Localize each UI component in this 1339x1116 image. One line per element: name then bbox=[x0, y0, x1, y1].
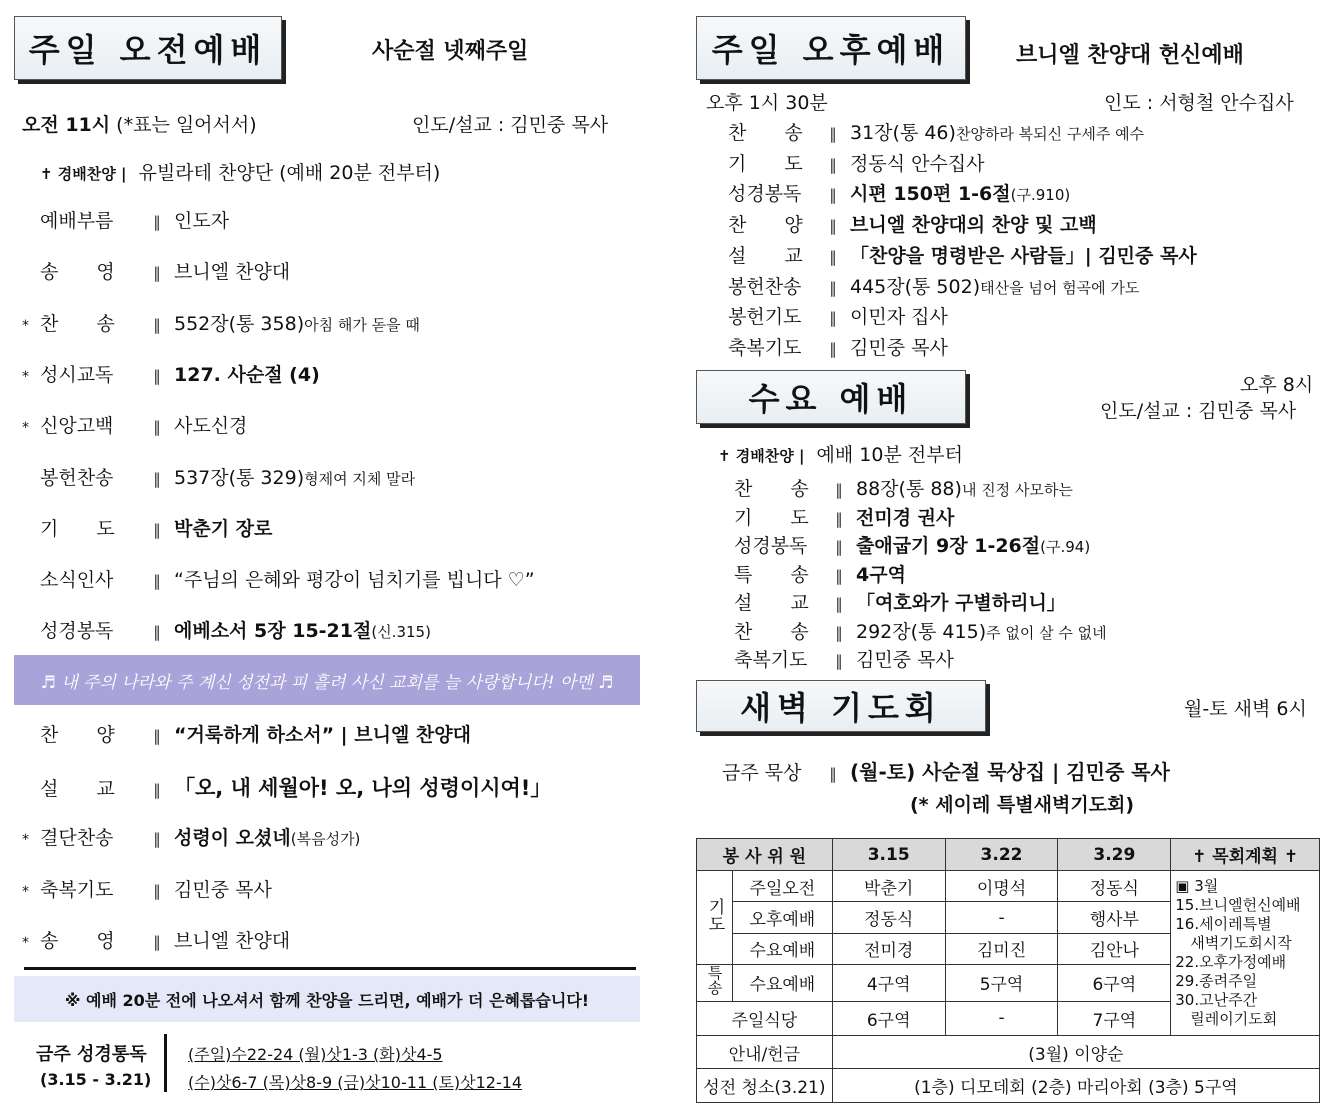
wednesday-title: 수요 예배 bbox=[696, 370, 966, 424]
separator: ‖ bbox=[829, 125, 837, 143]
dawn-note: (* 세이레 특별새벽기도회) bbox=[910, 794, 1135, 816]
separator: ‖ bbox=[829, 155, 837, 174]
separator: ‖ bbox=[835, 623, 843, 642]
separator: ‖ bbox=[153, 213, 161, 231]
order-item-note: (구.94) bbox=[1040, 538, 1091, 556]
order-item bbox=[734, 617, 1107, 644]
morning-note: (*표는 일어서서) bbox=[116, 114, 257, 136]
order-item bbox=[728, 179, 1070, 206]
separator: ‖ bbox=[835, 538, 843, 556]
order-item-value: 인도자 bbox=[174, 210, 230, 232]
order-item-label: 기 도 bbox=[40, 517, 115, 540]
morning-subtitle: 사순절 넷째주일 bbox=[372, 39, 529, 64]
order-item-label: 기 도 bbox=[734, 506, 809, 529]
table-header-servants: 봉 사 위 원 bbox=[697, 839, 833, 871]
table-row-label: 오후예배 bbox=[732, 902, 832, 933]
order-item-value: 김민중 목사 bbox=[850, 336, 948, 359]
order-item-label: 찬 양 bbox=[40, 724, 115, 746]
order-item-label: 축복기도 bbox=[40, 878, 114, 901]
dawn-value: (월-토) 사순절 묵상집 | 김민중 목사 bbox=[850, 760, 1170, 784]
morning-leader: 인도/설교 : 김민중 목사 bbox=[412, 114, 609, 136]
order-item bbox=[22, 309, 420, 336]
order-item-value: “거룩하게 하소서” | 브니엘 찬양대 bbox=[174, 724, 471, 746]
order-item-label: 축복기도 bbox=[734, 649, 808, 671]
table-cell: 5구역 bbox=[945, 965, 1058, 1001]
wednesday-prelude-label: ✝ 경배찬양 | bbox=[718, 447, 805, 465]
table-row-label: 주일오전 bbox=[732, 871, 832, 902]
table-row-label: 수요예배 bbox=[732, 933, 832, 964]
order-item-label: 설 교 bbox=[734, 592, 809, 614]
table-cell: 6구역 bbox=[1058, 965, 1171, 1001]
order-item bbox=[22, 411, 247, 438]
order-item-note: 내 진정 사모하는 bbox=[961, 481, 1073, 499]
order-item-label: 찬 송 bbox=[734, 620, 809, 643]
plan-item: 29.종려주일 bbox=[1175, 972, 1258, 990]
separator: ‖ bbox=[835, 509, 843, 528]
table-cell: 박춘기 bbox=[832, 871, 945, 902]
order-item-label: 소식인사 bbox=[40, 569, 114, 592]
order-item-note: 찬양하라 복되신 구세주 예수 bbox=[955, 125, 1145, 143]
standing-mark: * bbox=[22, 420, 29, 437]
order-item bbox=[22, 926, 290, 953]
order-item-note: 아침 해가 돋을 때 bbox=[304, 315, 420, 334]
order-item bbox=[728, 118, 1144, 145]
order-item bbox=[728, 333, 948, 360]
order-item bbox=[728, 272, 1139, 299]
morning-time-line bbox=[22, 110, 257, 137]
separator: ‖ bbox=[829, 765, 837, 783]
table-cell: 김안나 bbox=[1058, 933, 1171, 964]
plan-item: 22.오후가정예배 bbox=[1175, 953, 1287, 971]
separator: ‖ bbox=[153, 780, 161, 799]
table-cell: 7구역 bbox=[1058, 1001, 1171, 1035]
table-cell: - bbox=[945, 1001, 1058, 1035]
morning-prelude-label: ✝ 경배찬양 | bbox=[40, 165, 127, 183]
order-item-label: 성경봉독 bbox=[40, 620, 114, 643]
wednesday-time: 오후 8시 bbox=[1240, 374, 1314, 396]
morning-band: ♬ 내 주의 나라와 주 계신 성전과 피 흘려 사신 교회를 늘 사랑합니다! 아멘 ♬ bbox=[14, 655, 640, 705]
morning-prelude-value: 유빌라테 찬양단 (예배 20분 전부터) bbox=[138, 162, 441, 184]
order-item bbox=[734, 645, 954, 672]
separator: ‖ bbox=[829, 309, 837, 328]
order-item-label: 성시교독 bbox=[40, 363, 114, 386]
order-item-label: 축복기도 bbox=[728, 336, 802, 359]
bible-divider bbox=[164, 1034, 167, 1092]
order-item-label: 송 영 bbox=[40, 930, 115, 952]
order-item-value: 4구역 bbox=[856, 563, 906, 586]
standing-mark: * bbox=[22, 368, 29, 385]
separator: ‖ bbox=[153, 623, 161, 642]
table-cell: 4구역 bbox=[832, 965, 945, 1001]
prayer-group-text: 기도 bbox=[704, 898, 725, 933]
cleaning-label: 성전 청소(3.21) bbox=[697, 1069, 833, 1103]
order-item bbox=[734, 474, 1073, 501]
order-item-label: 기 도 bbox=[728, 152, 803, 175]
afternoon-title: 주일 오후예배 bbox=[696, 16, 966, 80]
table-cell: 6구역 bbox=[832, 1001, 945, 1035]
order-item-value: 김민중 목사 bbox=[856, 649, 954, 671]
table-cell: 행사부 bbox=[1058, 902, 1171, 933]
order-item-value: 127. 사순절 (4) bbox=[174, 363, 320, 386]
plan-cell bbox=[1171, 871, 1320, 1036]
table-row-label: 주일식당 bbox=[697, 1001, 833, 1035]
standing-mark: * bbox=[22, 317, 29, 334]
dawn-label: 금주 묵상 bbox=[722, 762, 802, 784]
order-item-label: 찬 송 bbox=[728, 122, 803, 144]
order-item bbox=[734, 531, 1090, 558]
order-item-label: 예배부름 bbox=[40, 210, 114, 232]
separator: ‖ bbox=[153, 469, 161, 488]
wednesday-leader: 인도/설교 : 김민중 목사 bbox=[1100, 400, 1297, 422]
order-item bbox=[728, 302, 948, 329]
order-item-note: (구.910) bbox=[1010, 186, 1071, 205]
order-item-value: 김민중 목사 bbox=[174, 878, 272, 901]
order-item-value: 「오, 내 세월아! 오, 나의 성령이시여!」 bbox=[174, 775, 552, 800]
morning-title: 주일 오전예배 bbox=[14, 16, 282, 80]
dawn-time: 월-토 새벽 6시 bbox=[1184, 698, 1307, 720]
guide-value: (3월) 이양순 bbox=[832, 1036, 1319, 1069]
order-item bbox=[22, 360, 320, 387]
morning-time: 오전 11시 bbox=[22, 114, 111, 136]
order-item bbox=[22, 616, 431, 643]
order-item-note: (복음성가) bbox=[290, 830, 361, 848]
order-item-label: 신앙고백 bbox=[40, 415, 114, 438]
order-item-value: 31장(통 46) bbox=[850, 122, 956, 144]
order-item bbox=[728, 210, 1097, 237]
table-cell: 정동식 bbox=[832, 902, 945, 933]
separator: ‖ bbox=[153, 727, 161, 745]
order-item-label: 송 영 bbox=[40, 261, 115, 284]
wednesday-prelude-value: 예배 10분 전부터 bbox=[816, 444, 963, 466]
order-item-label: 설 교 bbox=[728, 244, 803, 267]
dawn-meditation bbox=[722, 756, 1170, 785]
separator: ‖ bbox=[153, 264, 161, 283]
separator: ‖ bbox=[835, 652, 843, 670]
order-item-value: 정동식 안수집사 bbox=[850, 152, 985, 175]
order-item bbox=[22, 875, 272, 902]
separator: ‖ bbox=[835, 566, 843, 585]
table-header-plan: ✝ 목회계획 ✝ bbox=[1171, 839, 1320, 871]
order-item-note: 주 없이 살 수 없네 bbox=[986, 623, 1107, 642]
standing-mark: * bbox=[22, 832, 29, 848]
bible-reading-line1: (주일)수22-24 (월)삿1-3 (화)삿4-5 bbox=[188, 1045, 443, 1064]
order-item bbox=[22, 720, 471, 747]
table-cell: - bbox=[945, 902, 1058, 933]
order-item-value: 브니엘 찬양대의 찬양 및 고백 bbox=[850, 214, 1097, 237]
order-item-note: 형제여 지체 말라 bbox=[304, 469, 416, 488]
table-cell: 이명석 bbox=[945, 871, 1058, 902]
separator: ‖ bbox=[829, 186, 837, 205]
afternoon-leader: 인도 : 서형철 안수집사 bbox=[1104, 92, 1294, 114]
order-item bbox=[22, 514, 272, 541]
order-item bbox=[734, 560, 906, 587]
plan-item: ▣ 3월 bbox=[1175, 877, 1219, 895]
order-item-value: 출애굽기 9장 1-26절 bbox=[856, 535, 1041, 557]
order-item-value: 에베소서 5장 15-21절 bbox=[174, 620, 372, 643]
order-item-label: 특 송 bbox=[734, 563, 809, 586]
separator: ‖ bbox=[829, 339, 837, 358]
order-item bbox=[22, 257, 290, 284]
plan-item: 릴레이기도회 bbox=[1175, 1010, 1278, 1028]
plan-item: 15.브니엘헌신예배 bbox=[1175, 896, 1301, 914]
order-item-value: 292장(통 415) bbox=[856, 620, 987, 643]
table-cell: 김미진 bbox=[945, 933, 1058, 964]
order-item-value: 사도신경 bbox=[174, 415, 248, 438]
order-item-value: 브니엘 찬양대 bbox=[174, 261, 291, 284]
special-song-group-text: 특송 bbox=[705, 965, 724, 996]
morning-notice: ※ 예배 20분 전에 나오셔서 함께 찬양을 드리면, 예배가 더 은혜롭습니다! bbox=[14, 976, 640, 1022]
order-item-value: 전미경 권사 bbox=[856, 506, 955, 529]
bible-reading-line2: (수)삿6-7 (목)삿8-9 (금)삿10-11 (토)삿12-14 bbox=[188, 1073, 523, 1092]
order-item-label: 결단찬송 bbox=[40, 827, 114, 849]
separator: ‖ bbox=[835, 595, 843, 613]
separator: ‖ bbox=[829, 247, 837, 266]
plan-item: 새벽기도회시작 bbox=[1175, 934, 1292, 952]
separator: ‖ bbox=[829, 217, 837, 236]
plan-item: 30.고난주간 bbox=[1175, 991, 1258, 1009]
order-item-label: 찬 송 bbox=[734, 478, 809, 500]
order-item-value: 박춘기 장로 bbox=[174, 517, 273, 540]
order-item-label: 찬 양 bbox=[728, 214, 803, 237]
plan-item: 16.세이레특별 bbox=[1175, 915, 1272, 933]
order-item-value: 552장(통 358) bbox=[174, 312, 305, 335]
dawn-title: 새벽 기도회 bbox=[696, 680, 986, 732]
order-item bbox=[22, 463, 415, 490]
order-item-note: 태산을 넘어 험곡에 가도 bbox=[980, 278, 1140, 297]
table-header-date: 3.22 bbox=[945, 839, 1058, 871]
order-item-value: 이민자 집사 bbox=[850, 306, 948, 329]
separator: ‖ bbox=[153, 418, 161, 437]
separator: ‖ bbox=[153, 315, 161, 334]
table-header-date: 3.29 bbox=[1058, 839, 1171, 871]
order-item bbox=[22, 206, 229, 233]
order-item-label: 찬 송 bbox=[40, 312, 115, 335]
special-song-group-label bbox=[697, 965, 733, 1001]
order-item-label: 설 교 bbox=[40, 777, 115, 800]
table-row-label: 수요예배 bbox=[732, 965, 832, 1001]
order-item-label: 봉헌찬송 bbox=[728, 275, 802, 298]
separator: ‖ bbox=[153, 572, 161, 591]
bible-reading-dates: (3.15 - 3.21) bbox=[40, 1070, 152, 1089]
separator: ‖ bbox=[829, 278, 837, 297]
order-item bbox=[734, 503, 954, 530]
order-item-note: (신.315) bbox=[371, 623, 431, 642]
order-item-value: 「찬양을 명령받은 사람들」| 김민중 목사 bbox=[850, 244, 1197, 267]
separator: ‖ bbox=[153, 830, 161, 848]
divider bbox=[24, 967, 636, 970]
separator: ‖ bbox=[153, 520, 161, 539]
guide-label: 안내/헌금 bbox=[697, 1036, 833, 1069]
afternoon-subtitle: 브니엘 찬양대 헌신예배 bbox=[1016, 43, 1244, 68]
separator: ‖ bbox=[153, 881, 161, 900]
order-item-label: 성경봉독 bbox=[728, 183, 802, 206]
order-item bbox=[728, 241, 1197, 268]
order-item-value: 88장(통 88) bbox=[856, 478, 962, 500]
separator: ‖ bbox=[835, 481, 843, 499]
order-item-value: “주님의 은혜와 평강이 넘치기를 빕니다 ♡” bbox=[174, 569, 535, 592]
bible-reading-label: 금주 성경통독 bbox=[36, 1044, 147, 1065]
order-item-value: 445장(통 502) bbox=[850, 275, 981, 298]
order-item bbox=[728, 149, 985, 176]
order-item-label: 봉헌찬송 bbox=[40, 466, 114, 489]
cleaning-value: (1층) 디모데회 (2층) 마리아회 (3층) 5구역 bbox=[832, 1069, 1319, 1103]
table-cell: 전미경 bbox=[832, 933, 945, 964]
order-item bbox=[22, 823, 360, 850]
standing-mark: * bbox=[22, 935, 29, 951]
order-item-value: 시편 150편 1-6절 bbox=[850, 183, 1011, 206]
order-item-label: 성경봉독 bbox=[734, 535, 808, 557]
order-item-label: 봉헌기도 bbox=[728, 306, 802, 329]
order-item-value: 537장(통 329) bbox=[174, 466, 305, 489]
separator: ‖ bbox=[153, 933, 161, 951]
standing-mark: * bbox=[22, 883, 29, 900]
order-item bbox=[22, 772, 551, 802]
service-table bbox=[696, 838, 1320, 1103]
plan-list bbox=[1175, 877, 1315, 1029]
order-item-value: 「여호와가 구별하리니」 bbox=[856, 592, 1066, 614]
order-item-value: 성령이 오셨네 bbox=[174, 827, 291, 849]
afternoon-time: 오후 1시 30분 bbox=[706, 92, 828, 114]
prayer-group-label bbox=[697, 871, 733, 965]
order-item bbox=[734, 588, 1066, 615]
order-item bbox=[22, 565, 535, 592]
morning-prelude bbox=[40, 158, 440, 185]
separator: ‖ bbox=[153, 366, 161, 385]
wednesday-prelude bbox=[718, 440, 963, 467]
order-item-value: 브니엘 찬양대 bbox=[174, 930, 291, 952]
table-header-date: 3.15 bbox=[832, 839, 945, 871]
table-cell: 정동식 bbox=[1058, 871, 1171, 902]
